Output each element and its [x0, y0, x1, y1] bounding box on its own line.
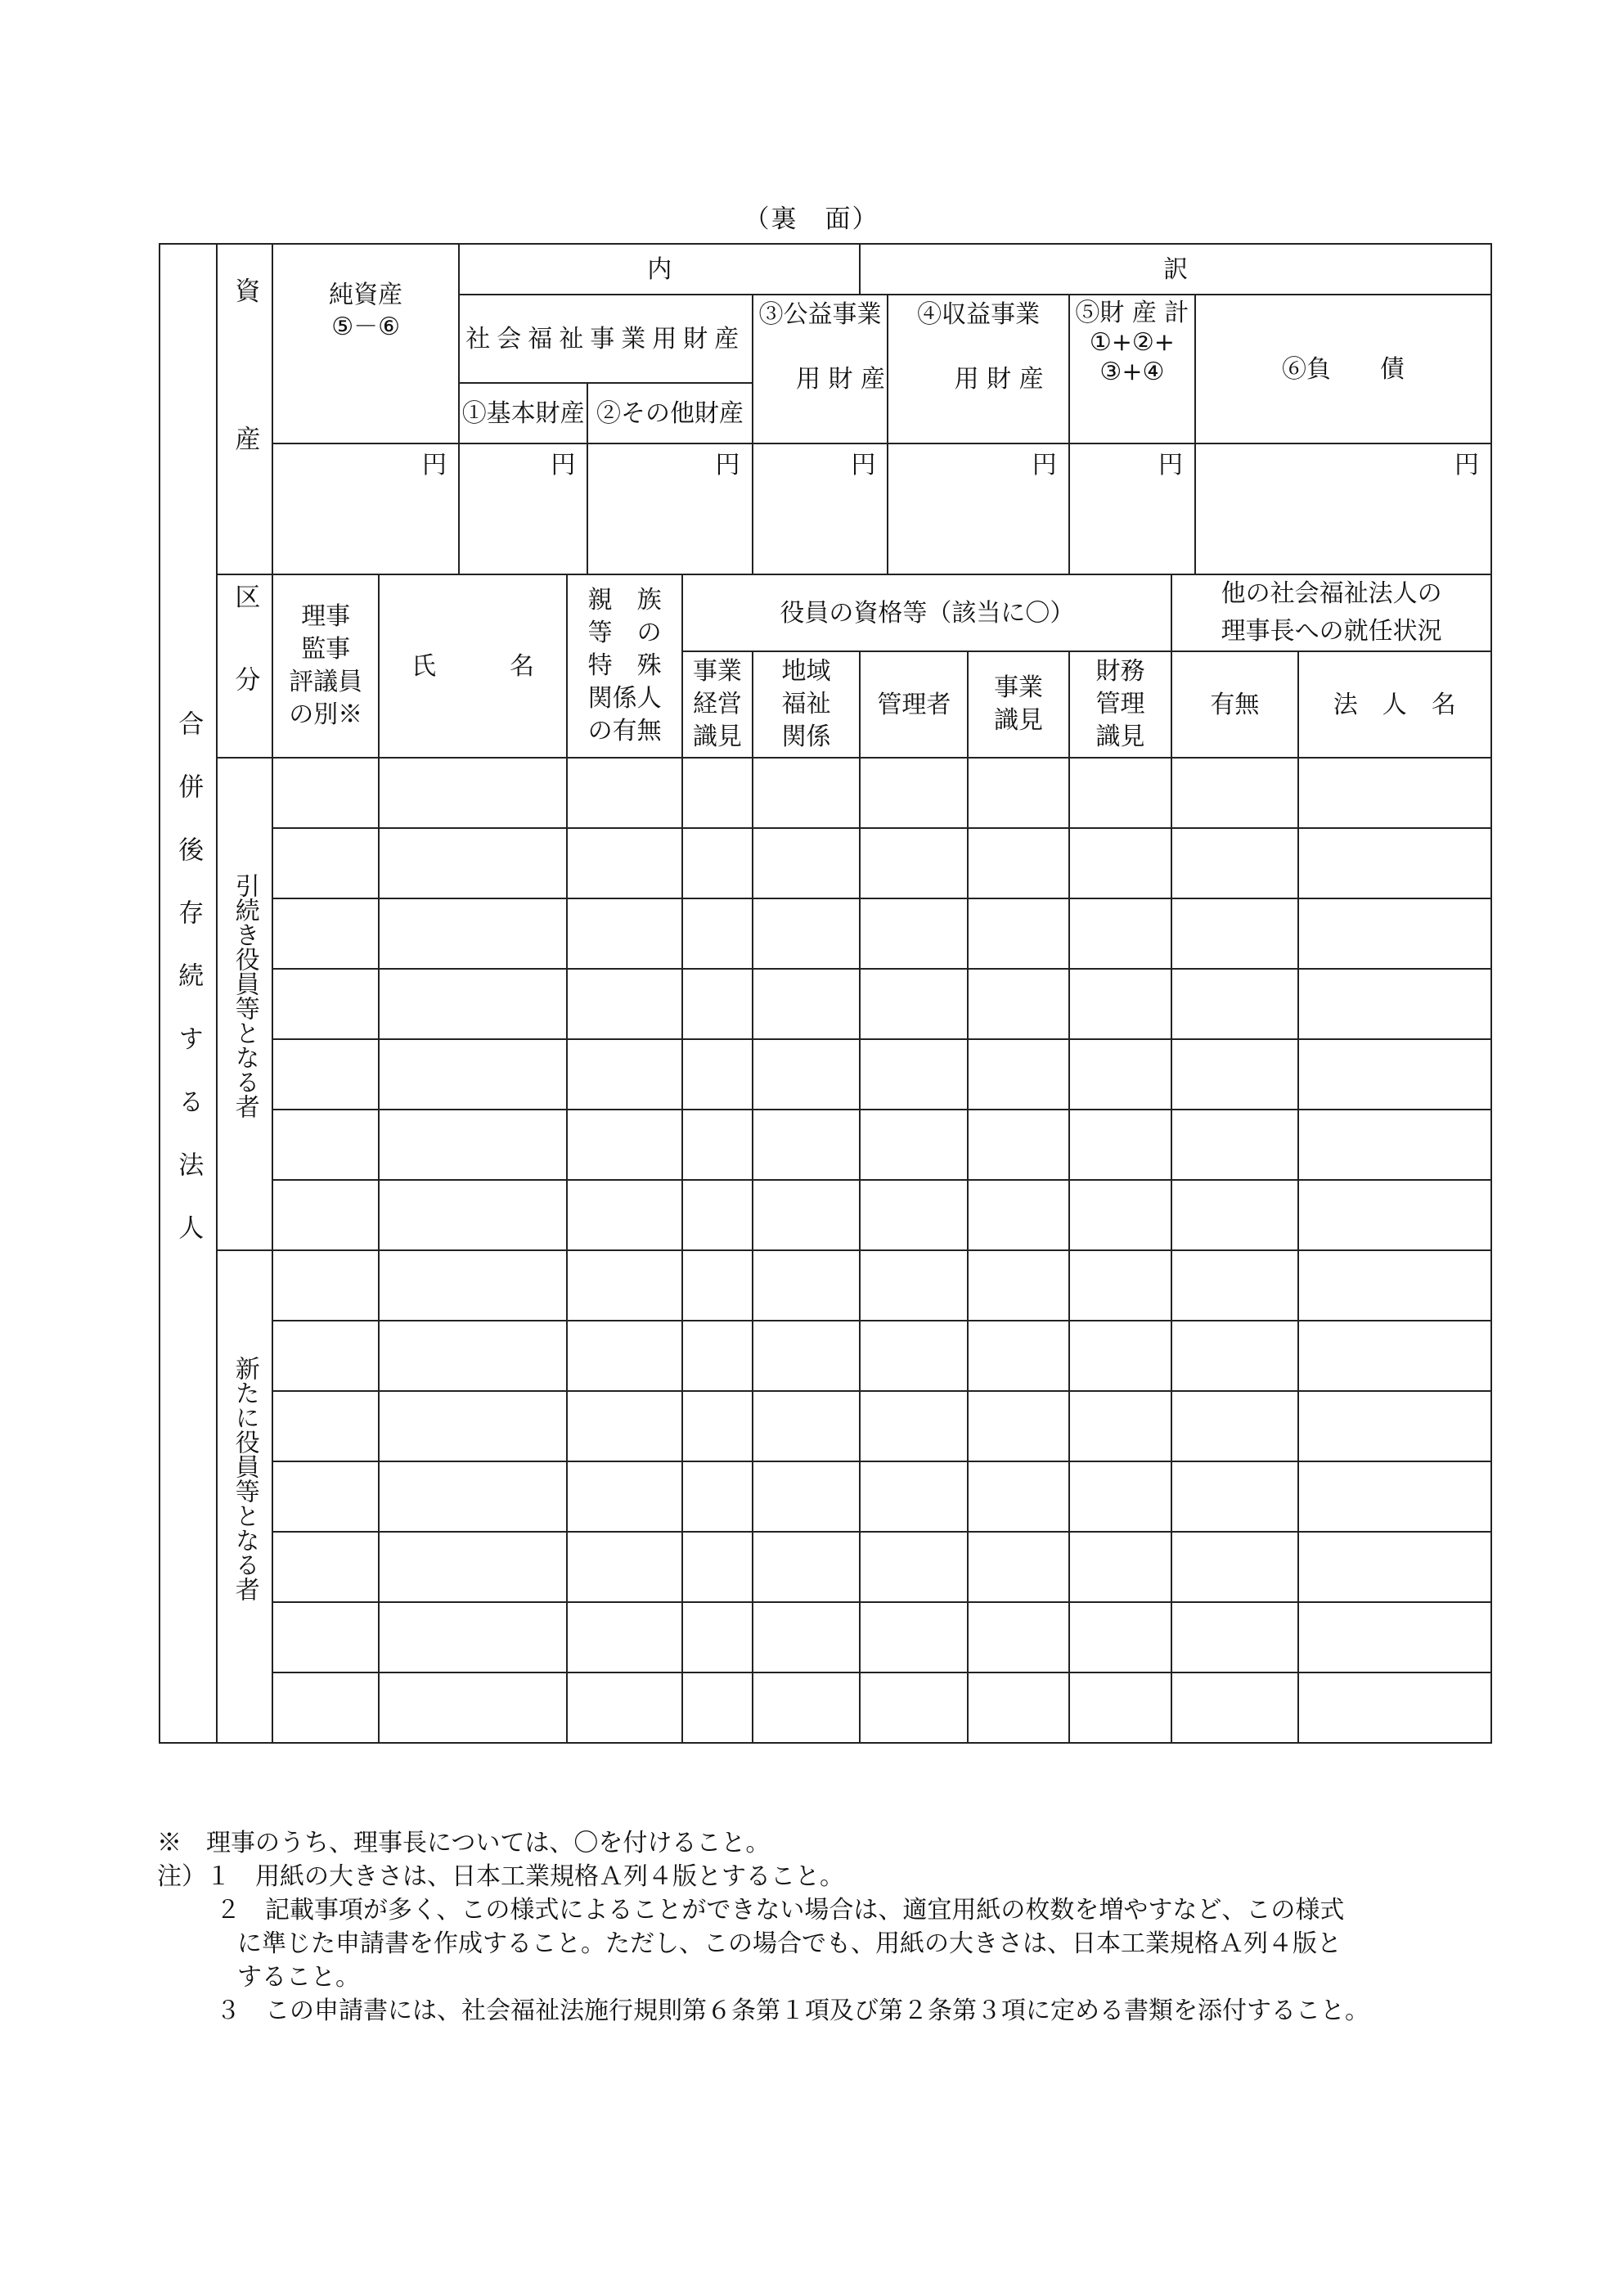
table-cell[interactable] [567, 1461, 683, 1532]
asset-total-value[interactable]: 円 [1069, 443, 1195, 574]
profit-business-value[interactable]: 円 [888, 443, 1068, 574]
basic-assets-header: ①基本財産 [459, 383, 587, 443]
table-cell[interactable] [567, 1602, 683, 1672]
q-finance-header: 財務 管理 識見 [1069, 651, 1172, 758]
table-cell[interactable] [860, 758, 968, 828]
asset-total-header: ⑤財 産 計 ①+②+ ③+④ [1069, 295, 1195, 443]
table-cell[interactable] [1069, 1321, 1172, 1391]
relatives-header: 親 族 等 の 特 殊 関係人 の有無 [567, 574, 683, 758]
table-cell[interactable] [272, 1110, 379, 1180]
table-cell[interactable] [1171, 758, 1297, 828]
table-cell[interactable] [379, 1532, 567, 1602]
note-2-line-1: ２ 記載事項が多く、この様式によることができない場合は、適宜用紙の枚数を増やすなど、この様式 [216, 1896, 1345, 1925]
table-cell[interactable] [1298, 758, 1491, 828]
table-cell[interactable] [1069, 758, 1172, 828]
profit-business-header: ④収益事業 用 財 産 [888, 295, 1068, 443]
table-cell[interactable] [1298, 1180, 1491, 1250]
table-cell[interactable] [567, 828, 683, 898]
group-new-cell [217, 1250, 272, 1743]
q-business-header: 事業 経営 識見 [682, 651, 752, 758]
table-cell[interactable] [968, 1039, 1068, 1110]
table-cell[interactable] [968, 758, 1068, 828]
table-cell[interactable] [1171, 1110, 1297, 1180]
table-cell[interactable] [272, 1391, 379, 1461]
table-cell[interactable] [272, 1532, 379, 1602]
table-cell[interactable] [379, 898, 567, 969]
table-cell[interactable] [1298, 1391, 1491, 1461]
side-label-cell [160, 244, 217, 1743]
table-cell[interactable] [682, 1461, 752, 1532]
liabilities-value[interactable]: 円 [1195, 443, 1491, 574]
table-cell[interactable] [968, 1321, 1068, 1391]
q-insight-header: 事業 識見 [968, 651, 1068, 758]
table-cell[interactable] [567, 1039, 683, 1110]
table-cell[interactable] [567, 1321, 683, 1391]
table-cell[interactable] [1171, 1321, 1297, 1391]
corp-name-header: 法 人 名 [1298, 651, 1491, 758]
table-cell[interactable] [379, 1391, 567, 1461]
table-cell[interactable] [753, 1461, 861, 1532]
table-cell[interactable] [1298, 1602, 1491, 1672]
table-cell[interactable] [1069, 969, 1172, 1039]
basic-assets-value[interactable]: 円 [459, 443, 587, 574]
table-cell[interactable] [567, 1110, 683, 1180]
table-cell[interactable] [272, 758, 379, 828]
table-cell[interactable] [682, 898, 752, 969]
page-title: （裏 面） [744, 205, 879, 234]
breakdown-left: 内 [459, 244, 860, 295]
table-cell[interactable] [1298, 1039, 1491, 1110]
table-cell[interactable] [682, 1110, 752, 1180]
table-cell[interactable] [860, 1110, 968, 1180]
table-cell[interactable] [968, 1250, 1068, 1321]
table-cell[interactable] [682, 1250, 752, 1321]
table-cell[interactable] [860, 1250, 968, 1321]
public-interest-value[interactable]: 円 [753, 443, 888, 574]
table-cell[interactable] [753, 1250, 861, 1321]
table-cell[interactable] [860, 1180, 968, 1250]
table-cell[interactable] [1298, 1250, 1491, 1321]
table-cell[interactable] [272, 1602, 379, 1672]
table-cell[interactable] [1069, 1180, 1172, 1250]
table-cell[interactable] [753, 1602, 861, 1672]
public-interest-header: ③公益事業 用 財 産 [753, 295, 888, 443]
table-cell[interactable] [1069, 1110, 1172, 1180]
table-cell[interactable] [968, 1602, 1068, 1672]
table-cell[interactable] [753, 1672, 861, 1743]
table-cell[interactable] [1298, 1532, 1491, 1602]
table-cell[interactable] [1171, 1461, 1297, 1532]
table-cell[interactable] [1171, 1672, 1297, 1743]
table-cell[interactable] [379, 1461, 567, 1532]
other-assets-value[interactable]: 円 [587, 443, 752, 574]
table-cell[interactable] [1171, 1250, 1297, 1321]
table-cell[interactable] [1298, 969, 1491, 1039]
table-cell[interactable] [379, 969, 567, 1039]
table-cell[interactable] [753, 898, 861, 969]
table-cell[interactable] [272, 1250, 379, 1321]
table-cell[interactable] [1171, 898, 1297, 969]
table-cell[interactable] [968, 1672, 1068, 1743]
table-cell[interactable] [682, 1391, 752, 1461]
table-cell[interactable] [1298, 1672, 1491, 1743]
table-cell[interactable] [379, 1672, 567, 1743]
table-cell[interactable] [567, 1391, 683, 1461]
table-cell[interactable] [682, 1532, 752, 1602]
table-cell[interactable] [1069, 1039, 1172, 1110]
table-cell[interactable] [1171, 1602, 1297, 1672]
table-cell[interactable] [682, 1321, 752, 1391]
table-cell[interactable] [860, 1672, 968, 1743]
table-cell[interactable] [753, 1391, 861, 1461]
table-cell[interactable] [968, 1110, 1068, 1180]
table-cell[interactable] [1069, 1250, 1172, 1321]
table-cell[interactable] [1171, 1391, 1297, 1461]
table-cell[interactable] [860, 1039, 968, 1110]
social-welfare-assets: 社会福祉事業用財産 [459, 295, 753, 383]
category-label: 区分 [230, 583, 260, 749]
table-cell[interactable] [753, 758, 861, 828]
table-cell[interactable] [272, 1672, 379, 1743]
table-cell[interactable] [753, 1532, 861, 1602]
table-cell[interactable] [272, 1180, 379, 1250]
table-cell[interactable] [968, 898, 1068, 969]
table-cell[interactable] [1298, 828, 1491, 898]
table-cell[interactable] [567, 1532, 683, 1602]
table-cell[interactable] [1069, 1672, 1172, 1743]
table-cell[interactable] [567, 1180, 683, 1250]
q-manager-header: 管理者 [860, 651, 968, 758]
table-cell[interactable] [1298, 898, 1491, 969]
table-cell[interactable] [379, 758, 567, 828]
table-cell[interactable] [860, 1602, 968, 1672]
table-cell[interactable] [753, 1321, 861, 1391]
group-continuing-cell [217, 758, 272, 1250]
table-cell[interactable] [682, 1180, 752, 1250]
table-cell[interactable] [379, 1602, 567, 1672]
table-cell[interactable] [272, 1039, 379, 1110]
note-1: 注）１ 用紙の大きさは、日本工業規格Ａ列４版とすること。 [157, 1862, 844, 1891]
table-cell[interactable] [567, 898, 683, 969]
breakdown-right: 訳 [860, 244, 1491, 295]
table-cell[interactable] [272, 1461, 379, 1532]
table-cell[interactable] [272, 828, 379, 898]
table-cell[interactable] [860, 1391, 968, 1461]
table-cell[interactable] [860, 898, 968, 969]
notes-section [157, 1826, 1499, 2028]
table-cell[interactable] [682, 1039, 752, 1110]
other-assets-header: ②その他財産 [587, 383, 752, 443]
table-cell[interactable] [753, 1180, 861, 1250]
table-cell[interactable] [968, 969, 1068, 1039]
table-cell[interactable] [272, 969, 379, 1039]
table-cell[interactable] [1298, 1321, 1491, 1391]
note-chairman: ※ 理事のうち、理事長については、〇を付けること。 [157, 1829, 771, 1857]
table-cell[interactable] [968, 828, 1068, 898]
liabilities-header: ⑥負 債 [1195, 295, 1491, 443]
table-cell[interactable] [968, 1391, 1068, 1461]
table-cell[interactable] [682, 1602, 752, 1672]
table-cell[interactable] [567, 1250, 683, 1321]
other-corp-header: 他の社会福祉法人の 理事長への就任状況 [1171, 574, 1491, 651]
table-cell[interactable] [1069, 898, 1172, 969]
table-cell[interactable] [1171, 1039, 1297, 1110]
table-cell[interactable] [1298, 1461, 1491, 1532]
table-cell[interactable] [379, 1110, 567, 1180]
table-cell[interactable] [860, 1532, 968, 1602]
table-cell[interactable] [682, 758, 752, 828]
qualifications-header: 役員の資格等（該当に〇） [682, 574, 1171, 651]
asset-label-cell [217, 244, 272, 574]
merger-form-table [159, 243, 1492, 1744]
table-cell[interactable] [860, 1461, 968, 1532]
table-cell[interactable] [682, 1672, 752, 1743]
asset-label: 資産 [230, 277, 260, 574]
table-cell[interactable] [753, 969, 861, 1039]
table-cell[interactable] [682, 828, 752, 898]
name-header: 氏 名 [379, 574, 567, 758]
group-new: 新たに役員等となる者 [230, 1356, 259, 1601]
table-cell[interactable] [1298, 1110, 1491, 1180]
table-cell[interactable] [968, 1461, 1068, 1532]
presence-header: 有無 [1171, 651, 1297, 758]
table-cell[interactable] [860, 1321, 968, 1391]
table-cell[interactable] [860, 828, 968, 898]
table-cell[interactable] [567, 969, 683, 1039]
table-cell[interactable] [753, 1039, 861, 1110]
side-label: 合併後存続する法人 [173, 709, 204, 1277]
table-cell[interactable] [682, 969, 752, 1039]
table-cell[interactable] [379, 1039, 567, 1110]
table-cell[interactable] [753, 828, 861, 898]
role-type-header: 理事 監事 評議員 の別※ [272, 574, 379, 758]
note-3: ３ この申請書には、社会福祉法施行規則第６条第１項及び第２条第３項に定める書類を添付すること。 [216, 1997, 1369, 2025]
group-continuing: 引続き役員等となる者 [230, 873, 259, 1119]
note-2-line-3: すること。 [237, 1963, 360, 1992]
table-cell[interactable] [567, 758, 683, 828]
category-label-cell [217, 574, 272, 758]
table-cell[interactable] [272, 898, 379, 969]
table-cell[interactable] [379, 1321, 567, 1391]
table-cell[interactable] [379, 828, 567, 898]
table-cell[interactable] [1069, 1391, 1172, 1461]
table-cell[interactable] [1171, 1532, 1297, 1602]
table-cell[interactable] [1069, 1602, 1172, 1672]
table-cell[interactable] [1171, 1180, 1297, 1250]
table-cell[interactable] [968, 1532, 1068, 1602]
table-cell[interactable] [567, 1672, 683, 1743]
table-cell[interactable] [272, 1321, 379, 1391]
q-regional-header: 地域 福祉 関係 [753, 651, 861, 758]
note-2-line-2: に準じた申請書を作成すること。ただし、この場合でも、用紙の大きさは、日本工業規格Ａ列４版と [237, 1929, 1342, 1958]
net-assets-value[interactable]: 円 [272, 443, 459, 574]
table-cell[interactable] [1171, 828, 1297, 898]
table-cell[interactable] [753, 1110, 861, 1180]
table-cell[interactable] [379, 1250, 567, 1321]
net-assets-header: 純資産 ⑤－⑥ [272, 244, 459, 443]
table-cell[interactable] [1069, 828, 1172, 898]
table-cell[interactable] [968, 1180, 1068, 1250]
table-cell[interactable] [379, 1180, 567, 1250]
table-cell[interactable] [1069, 1461, 1172, 1532]
table-cell[interactable] [1171, 969, 1297, 1039]
table-cell[interactable] [1069, 1532, 1172, 1602]
table-cell[interactable] [860, 969, 968, 1039]
